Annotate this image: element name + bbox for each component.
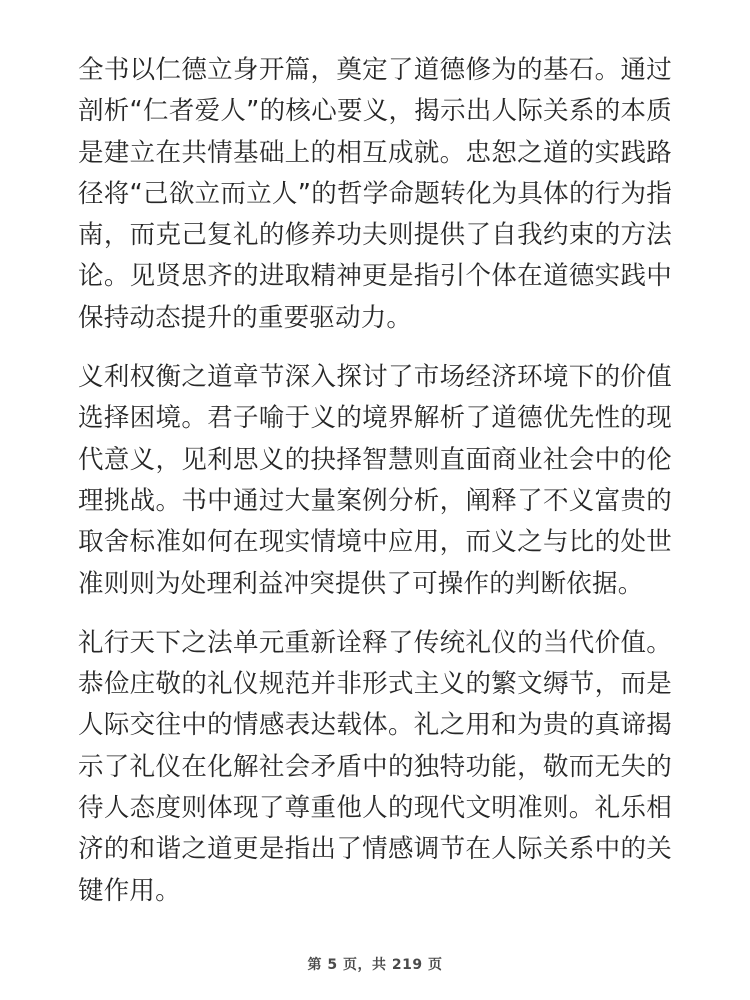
paragraph-2: 义利权衡之道章节深入探讨了市场经济环境下的价值选择困境。君子喻于义的境界解析了道德优先性的现代意义，见利思义的抉择智慧则直面商业社会中的伦理挑战。书中通过大量案例分析，阐释了不义富贵的取舍标准如何在现实情境中应用，而义之与比的处世准则则为处理利益冲突提供了可操作的判断依据。 xyxy=(78,362,672,599)
document-body xyxy=(78,50,672,912)
page-footer: 第 5 页，共 219 页 xyxy=(307,957,443,973)
paragraph-1: 全书以仁德立身开篇，奠定了道德修为的基石。通过剖析“仁者爱人”的核心要义，揭示出人际关系的本质是建立在共情基础上的相互成就。忠恕之道的实践路径将“己欲立而立人”的哲学命题转化为具体的行为指南，而克己复礼的修养功夫则提供了自我约束的方法论。见贤思齐的进取精神更是指引个体在道德实践中保持动态提升的重要驱动力。 xyxy=(78,55,672,333)
paragraph-3: 礼行天下之法单元重新诠释了传统礼仪的当代价值。恭俭庄敬的礼仪规范并非形式主义的繁文缛节，而是人际交往中的情感表达载体。礼之用和为贵的真谛揭示了礼仪在化解社会矛盾中的独特功能，敬而无失的待人态度则体现了尊重他人的现代文明准则。礼乐相济的和谐之道更是指出了情感调节在人际关系中的关键作用。 xyxy=(78,627,672,906)
